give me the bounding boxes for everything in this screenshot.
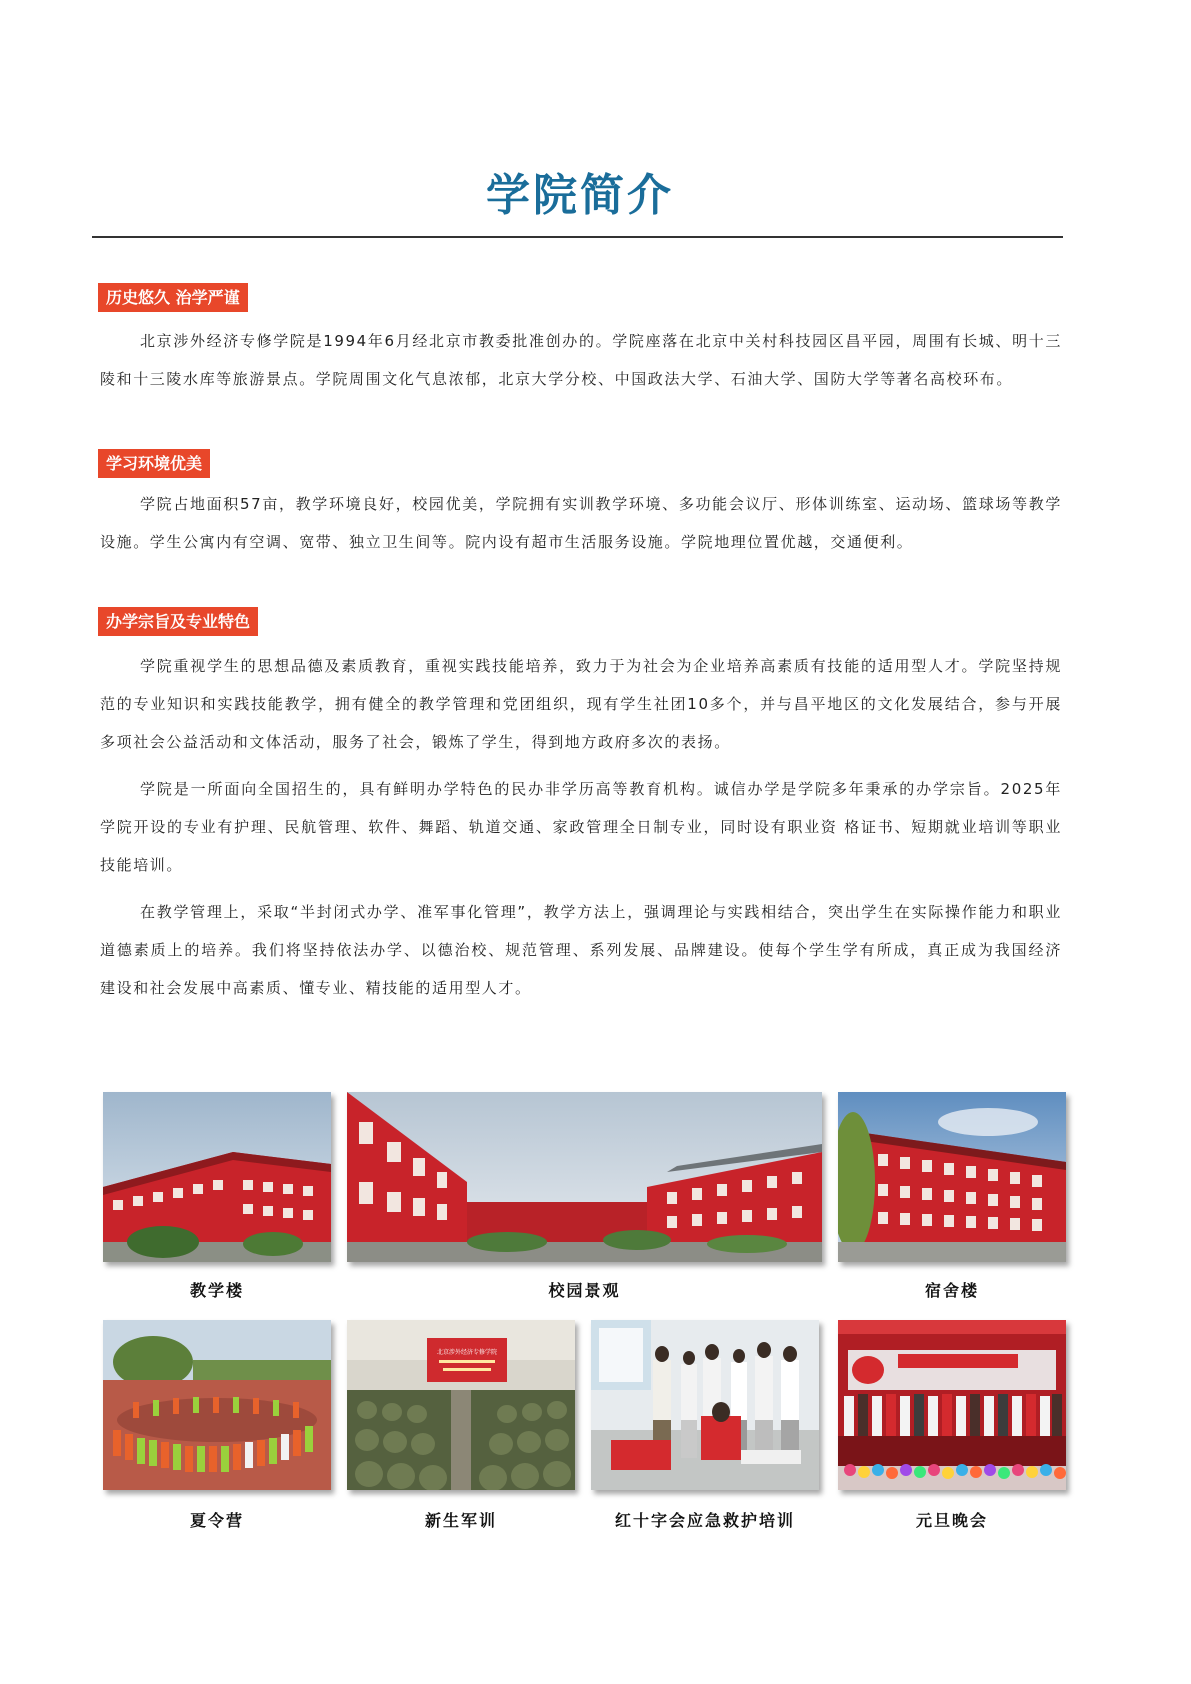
section-heading-purpose: 办学宗旨及专业特色 xyxy=(98,607,258,636)
section-heading-environment: 学习环境优美 xyxy=(98,449,210,478)
title-divider xyxy=(92,236,1063,238)
photo-caption: 校园景观 xyxy=(548,1281,621,1300)
purpose-paragraph-2: 学院是一所面向全国招生的，具有鲜明办学特色的民办非学历高等教育机构。诚信办学是学院多年秉承的办学宗旨。2025年学院开设的专业有护理、民航管理、软件、舞蹈、轨道交通、家政管理全日制专业，同时设有职业资 格证书、短期就业培训等职业技能培训。 xyxy=(100,780,1062,874)
event-banner-text: 北京涉外经济专修学院 xyxy=(436,1349,498,1356)
photo-caption: 红十字会应急救护培训 xyxy=(614,1511,795,1530)
photo-caption: 新生军训 xyxy=(424,1511,497,1530)
purpose-paragraph-1: 学院重视学生的思想品德及素质教育，重视实践技能培养，致力于为社会为企业培养高素质有技能的适用型人才。学院坚持规范的专业知识和实践技能教学，拥有健全的教学管理和党团组织，现有学生社团10多个，并与昌平地区的文化发展结合，参与开展多项社会公益活动和文体活动，服务了社会，锻炼了学生，得到地方政府多次的表扬。 xyxy=(100,657,1062,751)
photo-campus-view xyxy=(347,1092,822,1262)
photo-caption: 元旦晚会 xyxy=(915,1511,988,1530)
photo-caption: 夏令营 xyxy=(189,1511,244,1530)
environment-paragraph: 学院占地面积57亩，教学环境良好，校园优美，学院拥有实训教学环境、多功能会议厅、形体训练室、运动场、篮球场等教学设施。学生公寓内有空调、宽带、独立卫生间等。院内设有超市生活服务设施。学院地理位置优越，交通便利。 xyxy=(100,495,1062,551)
photo-new-year-gala xyxy=(838,1320,1066,1490)
photo-summer-camp xyxy=(103,1320,331,1490)
history-paragraph: 北京涉外经济专修学院是1994年6月经北京市教委批准创办的。学院座落在北京中关村科技园区昌平园，周围有长城、明十三陵和十三陵水库等旅游景点。学院周围文化气息浓郁，北京大学分校、中国政法大学、石油大学、国防大学等著名高校环布。 xyxy=(100,332,1062,388)
photo-first-aid-training xyxy=(591,1320,819,1490)
purpose-paragraph-3: 在教学管理上，采取“半封闭式办学、准军事化管理”，教学方法上，强调理论与实践相结合，突出学生在实际操作能力和职业道德素质上的培养。我们将坚持依法办学、以德治校、规范管理、系列发展、品牌建设。使每个学生学有所成，真正成为我国经济建设和社会发展中高素质、懂专业、精技能的适用型人才。 xyxy=(100,903,1062,997)
photo-dormitory xyxy=(838,1092,1066,1262)
photo-teaching-building xyxy=(103,1092,331,1262)
section-heading-history: 历史悠久 治学严谨 xyxy=(98,283,248,312)
photo-military-training xyxy=(347,1320,575,1490)
photo-caption: 教学楼 xyxy=(189,1281,244,1300)
photo-caption: 宿舍楼 xyxy=(924,1281,979,1300)
page-title: 学院简介 xyxy=(486,170,674,221)
